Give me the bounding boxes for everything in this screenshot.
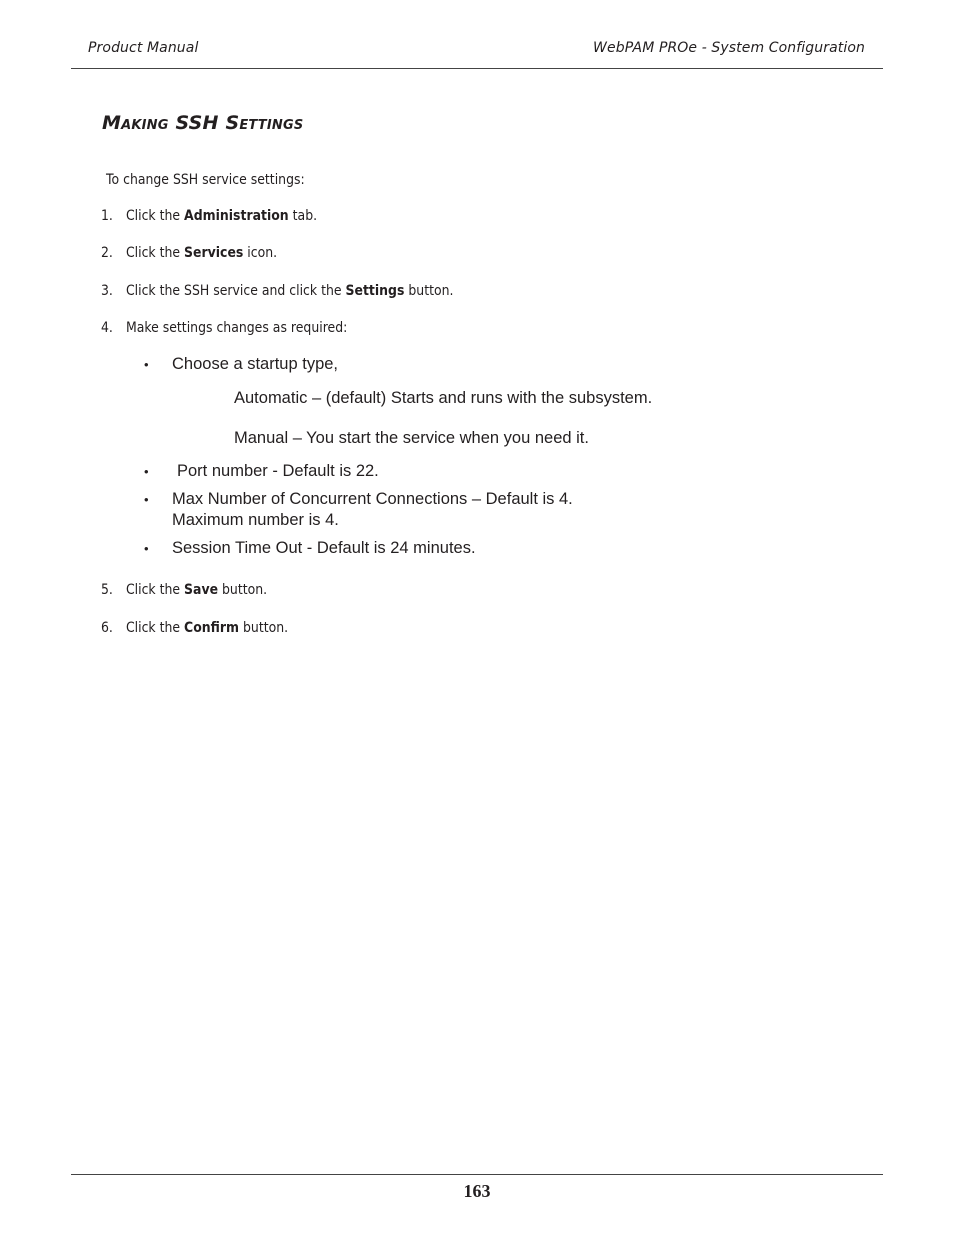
- bullet-dot: •: [144, 357, 149, 372]
- header-chapter-title: WebPAM PROe - System Configuration: [593, 40, 865, 56]
- step-2: [101, 245, 277, 261]
- step-number: 5.: [101, 582, 113, 598]
- bullet-dot: •: [144, 541, 149, 556]
- step-number: 3.: [101, 283, 113, 299]
- header-divider: [71, 68, 883, 69]
- step-text-end: tab.: [288, 208, 318, 224]
- section-title: Making SSH Settings: [102, 112, 304, 134]
- step-text: Click the: [125, 620, 185, 636]
- step-6: [101, 620, 288, 636]
- step-text: Click the: [125, 245, 185, 261]
- ui-term-confirm: Confirm: [184, 620, 240, 636]
- ui-term-settings: Settings: [345, 283, 405, 299]
- header-manual-title: Product Manual: [88, 40, 199, 56]
- step-text: Click the SSH service and click the: [125, 283, 346, 299]
- bullet-text: Port number - Default is 22.: [177, 462, 379, 480]
- ui-term-services: Services: [184, 245, 244, 261]
- bullet-dot: •: [144, 492, 149, 507]
- ui-term-save: Save: [184, 582, 219, 598]
- ui-term-administration: Administration: [184, 208, 289, 224]
- bullet-dot: •: [144, 464, 149, 479]
- step-number: 1.: [101, 208, 113, 224]
- step-text-end: button.: [239, 620, 289, 636]
- step-text-end: icon.: [243, 245, 278, 261]
- step-text: Make settings changes as required:: [125, 320, 348, 336]
- step-3: [101, 283, 453, 299]
- bullet-text: Choose a startup type,: [172, 355, 339, 373]
- footer-divider: [71, 1174, 883, 1175]
- bullet-text: Session Time Out - Default is 24 minutes.: [172, 539, 476, 557]
- page-number: 163: [463, 1181, 491, 1201]
- step-4: [101, 320, 347, 336]
- step-text-end: button.: [218, 582, 268, 598]
- step-1: [101, 208, 317, 224]
- step-number: 2.: [101, 245, 113, 261]
- step-5: [101, 582, 267, 598]
- step-number: 4.: [101, 320, 113, 336]
- bullet-text-continued: Maximum number is 4.: [172, 511, 339, 529]
- bullet-text: Max Number of Concurrent Connections – Default is 4.: [172, 490, 573, 508]
- intro-text: To change SSH service settings:: [106, 172, 305, 188]
- step-text: Click the: [125, 582, 185, 598]
- step-number: 6.: [101, 620, 113, 636]
- startup-option-automatic: Automatic – (default) Starts and runs with the subsystem.: [234, 389, 653, 407]
- step-text: Click the: [125, 208, 185, 224]
- startup-option-manual: Manual – You start the service when you need it.: [234, 429, 589, 447]
- step-text-end: button.: [404, 283, 454, 299]
